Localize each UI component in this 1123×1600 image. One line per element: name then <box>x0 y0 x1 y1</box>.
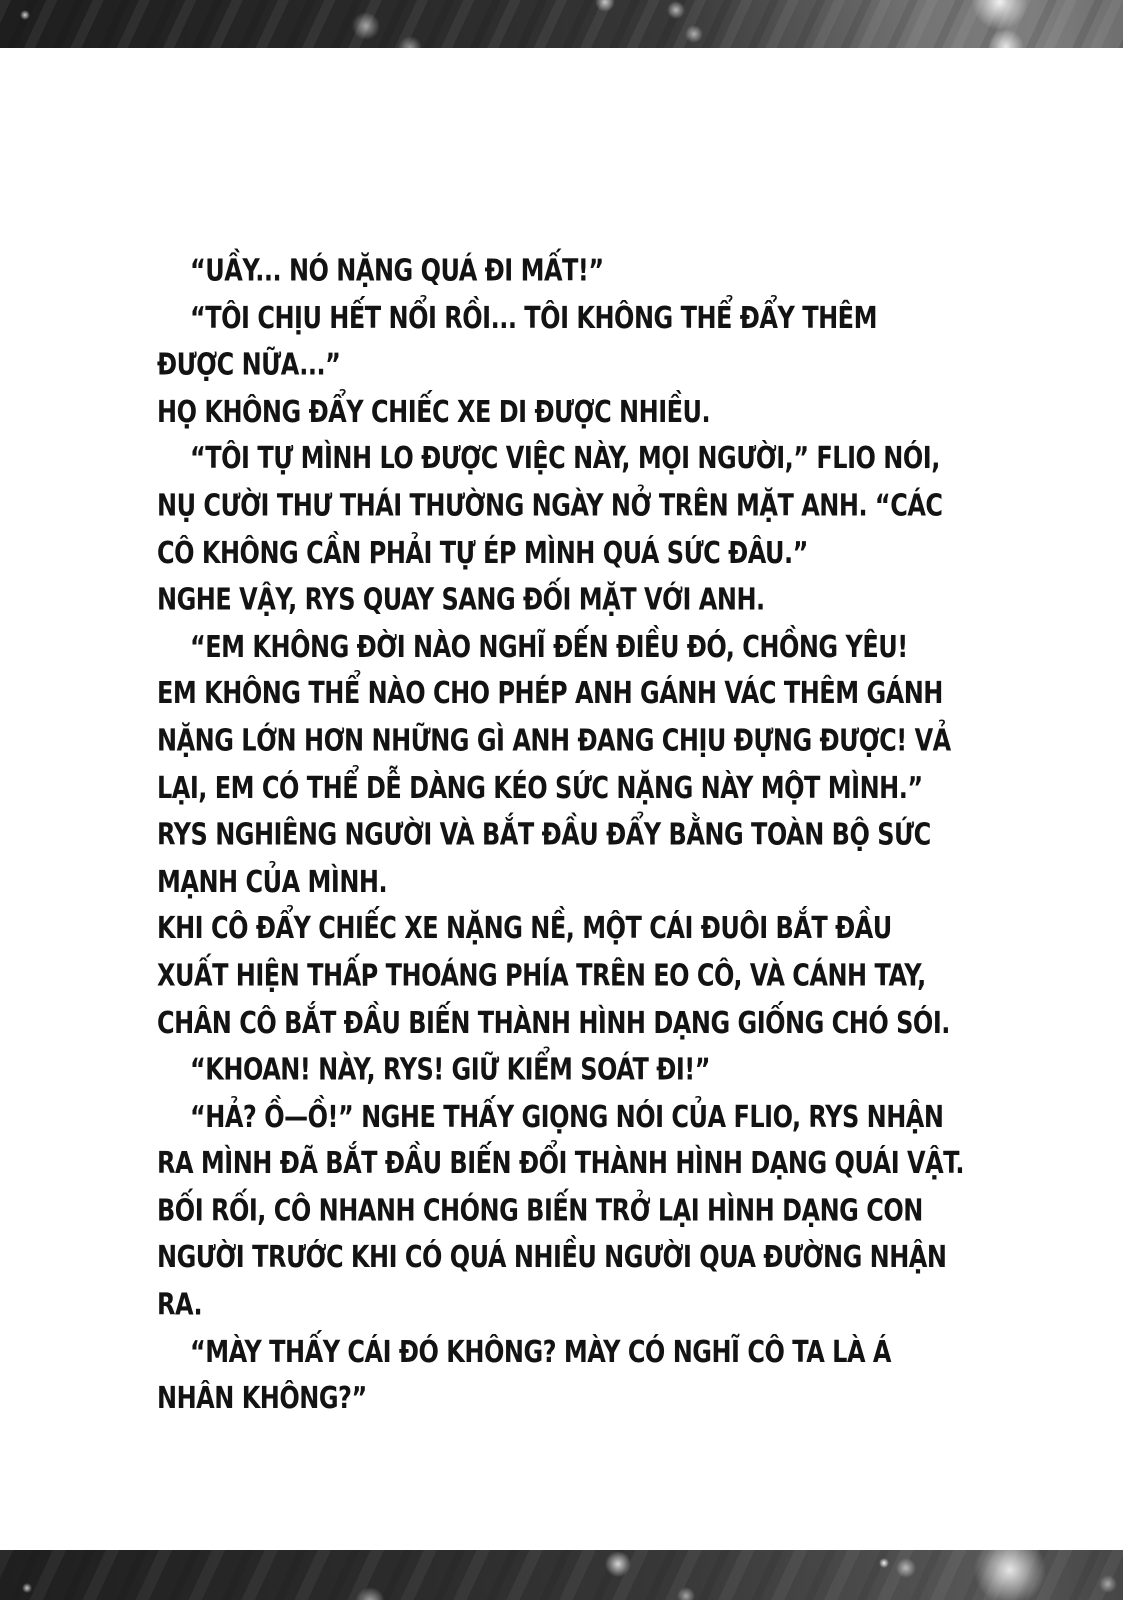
text-line: CHÂN CÔ BẮT ĐẦU BIẾN THÀNH HÌNH DẠNG GIỐNG CHÓ SÓI. <box>157 1004 950 1040</box>
text-line: NỤ CƯỜI THƯ THÁI THƯỜNG NGÀY NỞ TRÊN MẶT ANH. “CÁC <box>157 487 943 523</box>
text-line: NGƯỜI TRƯỚC KHI CÓ QUÁ NHIỀU NGƯỜI QUA ĐƯỜNG NHẬN <box>157 1239 947 1275</box>
text-line: XUẤT HIỆN THẤP THOÁNG PHÍA TRÊN EO CÔ, VÀ CÁNH TAY, <box>157 957 926 993</box>
text-line: RYS NGHIÊNG NGƯỜI VÀ BẮT ĐẦU ĐẨY BẰNG TOÀN BỘ SỨC <box>157 816 931 852</box>
text-line: KHI CÔ ĐẨY CHIẾC XE NẶNG NỀ, MỘT CÁI ĐUÔI BẮT ĐẦU <box>157 910 892 946</box>
text-line: ĐƯỢC NỮA...” <box>157 346 341 382</box>
text-line: CÔ KHÔNG CẦN PHẢI TỰ ÉP MÌNH QUÁ SỨC ĐÂU.” <box>157 534 808 570</box>
text-line: “MÀY THẤY CÁI ĐÓ KHÔNG? MÀY CÓ NGHĨ CÔ TA LÀ Á <box>190 1333 891 1369</box>
bottom-banner-image <box>0 1550 1123 1600</box>
text-line: MẠNH CỦA MÌNH. <box>157 863 388 899</box>
text-line: “EM KHÔNG ĐỜI NÀO NGHĨ ĐẾN ĐIỀU ĐÓ, CHỒNG YÊU! <box>190 628 908 664</box>
text-line: RA. <box>157 1286 203 1322</box>
text-line: LẠI, EM CÓ THỂ DỄ DÀNG KÉO SỨC NẶNG NÀY MỘT MÌNH.” <box>157 769 923 805</box>
text-line: NGHE VẬY, RYS QUAY SANG ĐỐI MẶT VỚI ANH. <box>157 581 765 617</box>
text-line: “TÔI TỰ MÌNH LO ĐƯỢC VIỆC NÀY, MỌI NGƯỜI,” FLIO NÓI, <box>190 440 940 476</box>
text-line: BỐI RỐI, CÔ NHANH CHÓNG BIẾN TRỞ LẠI HÌNH DẠNG CON <box>157 1192 923 1228</box>
text-line: “TÔI CHỊU HẾT NỔI RỒI... TÔI KHÔNG THỂ ĐẨY THÊM <box>190 299 877 335</box>
text-line: “KHOAN! NÀY, RYS! GIỮ KIỂM SOÁT ĐI!” <box>190 1051 710 1087</box>
page-body <box>0 48 1123 1550</box>
text-line: “HẢ? Ồ—Ồ!” NGHE THẤY GIỌNG NÓI CỦA FLIO, RYS NHẬN <box>190 1098 944 1134</box>
text-line: HỌ KHÔNG ĐẨY CHIẾC XE DI ĐƯỢC NHIỀU. <box>157 393 711 429</box>
text-line: RA MÌNH ĐÃ BẮT ĐẦU BIẾN ĐỔI THÀNH HÌNH DẠNG QUÁI VẬT. <box>157 1145 965 1181</box>
text-line: “UẦY... NÓ NẶNG QUÁ ĐI MẤT!” <box>190 253 604 288</box>
page-text <box>157 248 1077 1423</box>
top-banner-image <box>0 0 1123 48</box>
text-line: NHÂN KHÔNG?” <box>157 1380 367 1416</box>
text-line: EM KHÔNG THỂ NÀO CHO PHÉP ANH GÁNH VÁC THÊM GÁNH <box>157 675 943 711</box>
text-line: NẶNG LỚN HƠN NHỮNG GÌ ANH ĐANG CHỊU ĐỰNG ĐƯỢC! VẢ <box>157 722 951 758</box>
